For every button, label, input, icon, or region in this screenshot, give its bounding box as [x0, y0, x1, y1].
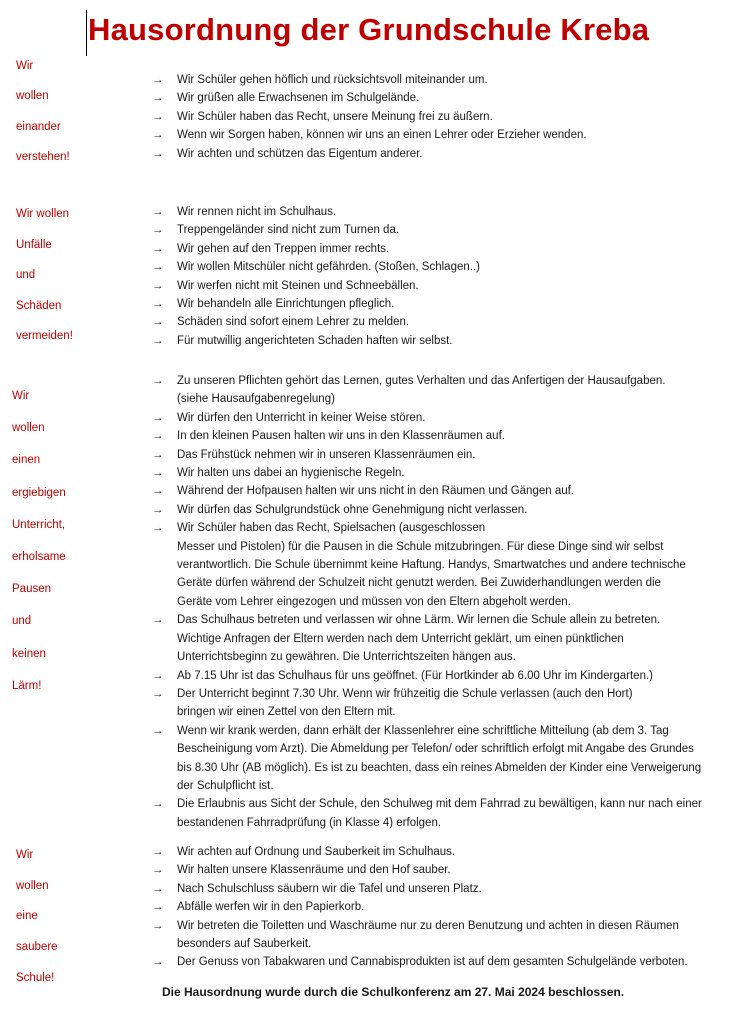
rule-text: Wichtige Anfragen der Eltern werden nach dem Unterricht geklärt, um einen pünktlichen [177, 632, 624, 645]
section-heading-word: Unfälle [16, 238, 52, 251]
arrow-right-icon: → [152, 485, 164, 498]
page-title: Hausordnung der Grundschule Kreba [88, 12, 650, 47]
rule-text: Geräte vom Lehrer eingezogen und müssen von den Eltern abgeholt werden. [177, 595, 571, 608]
arrow-right-icon: → [152, 74, 164, 86]
arrow-right-icon: → [152, 448, 164, 461]
rule-text: Der Genuss von Tabakwaren und Cannabisprodukten ist auf dem gesamten Schulgelände verboten. [177, 956, 688, 969]
rule-text: Wir Schüler gehen höflich und rücksichtsvoll miteinander um. [177, 74, 488, 86]
section-heading-word: Unterricht, [12, 518, 66, 531]
rule-item [152, 464, 722, 482]
rule-text: der Schulpflicht ist. [177, 779, 274, 792]
rule-item [152, 501, 722, 519]
arrow-right-icon: → [152, 864, 164, 877]
arrow-right-icon: → [152, 614, 164, 627]
rule-text: Während der Hofpausen halten wir uns nicht in den Räumen und Gängen auf. [177, 485, 575, 498]
rule-text: Das Schulhaus betreten und verlassen wir ohne Lärm. Wir lernen die Schule allein zu betreten. [177, 614, 661, 627]
rule-item [152, 667, 722, 685]
arrow-right-icon: → [152, 261, 164, 274]
rule-list [152, 71, 722, 163]
section-heading-word: saubere [16, 941, 58, 954]
arrow-right-icon: → [152, 503, 164, 516]
rule-item [152, 519, 722, 611]
rule-text: Wir dürfen den Unterricht in keiner Weise stören. [177, 411, 426, 424]
rule-item [152, 898, 722, 916]
rule-text: bis 8.30 Uhr (AB möglich). Es ist zu beachten, dass ein reines Abmelden der Kinder eine Verweigerung [177, 761, 702, 774]
rule-text: Wir betreten die Toiletten und Waschräume nur zu deren Benutzung und achten in diesen Räumen [177, 919, 679, 932]
rule-item [152, 145, 722, 163]
arrow-right-icon: → [152, 522, 164, 535]
arrow-right-icon: → [152, 129, 164, 142]
rule-text: Das Frühstück nehmen wir in unseren Klassenräumen ein. [177, 448, 476, 461]
rule-text: verantwortlich. Die Schule übernimmt keine Haftung. Handys, Smartwatches und andere technische [177, 559, 686, 572]
rule-text: Bescheinigung vom Arzt). Die Abmeldung per Telefon/ oder schriftlich erfolgt mit Angabe des Grundes [177, 743, 694, 756]
rule-item [152, 89, 722, 107]
arrow-right-icon: → [152, 411, 164, 424]
rule-list [152, 203, 722, 350]
rule-item [152, 722, 722, 796]
arrow-right-icon: → [152, 242, 164, 255]
section-heading-word: einen [12, 454, 41, 467]
arrow-right-icon: → [152, 147, 164, 160]
section-heading-word: einander [16, 120, 61, 133]
rule-text: In den kleinen Pausen halten wir uns in den Klassenräumen auf. [177, 430, 505, 443]
section-heading-word: verstehen! [16, 150, 70, 163]
arrow-right-icon: → [152, 298, 164, 311]
section-heading-word: und [12, 615, 32, 628]
rule-item [152, 108, 722, 126]
rule-text: Wir achten auf Ordnung und Sauberkeit im Schulhaus. [177, 846, 456, 858]
arrow-right-icon: → [152, 687, 164, 700]
arrow-right-icon: → [152, 375, 164, 387]
rule-item [152, 446, 722, 464]
arrow-right-icon: → [152, 467, 164, 480]
section-heading-word: Lärm! [12, 679, 42, 692]
rule-text: Zu unseren Pflichten gehört das Lernen, gutes Verhalten und das Anfertigen der Hausaufgaben. [177, 375, 666, 387]
arrow-right-icon: → [152, 882, 164, 895]
rule-text: Wir werfen nicht mit Steinen und Schneebällen. [177, 279, 419, 292]
rule-text: Wir behandeln alle Einrichtungen pfleglich. [177, 298, 395, 311]
rule-item [152, 258, 722, 276]
rule-item [152, 295, 722, 313]
rule-item [152, 917, 722, 954]
rule-text: Unterrichtsbeginn zu gewähren. Die Unterrichtszeiten hängen aus. [177, 651, 516, 664]
rule-text: Treppengeländer sind nicht zum Turnen da. [177, 224, 400, 237]
arrow-right-icon: → [152, 901, 164, 914]
arrow-right-icon: → [152, 846, 164, 858]
section-heading-word: wollen [12, 422, 45, 435]
rule-item [152, 221, 722, 239]
arrow-right-icon: → [152, 669, 164, 682]
section-heading-word: und [16, 269, 36, 281]
arrow-right-icon: → [152, 956, 164, 969]
rule-text: Wir Schüler haben das Recht, Spielsachen (ausgeschlossen [177, 522, 486, 535]
arrow-right-icon: → [152, 316, 164, 329]
rule-item [152, 795, 722, 832]
arrow-right-icon: → [152, 724, 164, 737]
section-heading-word: wollen [16, 879, 49, 892]
rule-text: Wir gehen auf den Treppen immer rechts. [177, 242, 390, 255]
rule-list [152, 372, 722, 832]
rule-text: Ab 7.15 Uhr ist das Schulhaus für uns geöffnet. (Für Hortkinder ab 6.00 Uhr im Kindergarten.) [177, 669, 654, 682]
rule-item [152, 372, 722, 409]
rule-item [152, 71, 722, 89]
section-heading-word: eine [16, 910, 38, 923]
rule-text: Wir wollen Mitschüler nicht gefährden. (Stoßen, Schlagen..) [177, 261, 480, 274]
rule-text: besonders auf Sauberkeit. [177, 938, 312, 951]
rule-text: Messer und Pistolen) für die Pausen in die Schule mitzubringen. Für diese Dinge sind wir selbst [177, 540, 664, 553]
section-heading-word: Wir [16, 849, 34, 861]
rule-text: Wir Schüler haben das Recht, unsere Meinung frei zu äußern. [177, 110, 493, 123]
section-heading-word: erholsame [12, 551, 66, 563]
rule-text: Die Erlaubnis aus Sicht der Schule, den Schulweg mit dem Fahrrad zu bewältigen, kann nur nach einer [177, 798, 702, 811]
rule-item [152, 313, 722, 331]
arrow-right-icon: → [152, 279, 164, 292]
rule-text: Geräte dürfen während der Schulzeit nicht genutzt werden. Bei Zuwiderhandlungen werden die [177, 577, 661, 590]
rule-text: Wir rennen nicht im Schulhaus. [177, 206, 337, 218]
arrow-right-icon: → [152, 430, 164, 443]
rule-text: (siehe Hausaufgabenregelung) [177, 393, 335, 406]
arrow-right-icon: → [152, 919, 164, 932]
arrow-right-icon: → [152, 206, 164, 218]
section-heading-word: Wir wollen [16, 208, 70, 220]
rule-text: bestandenen Fahrradprüfung (in Klasse 4) erfolgen. [177, 816, 442, 829]
rule-text: Wir halten unsere Klassenräume und den Hof sauber. [177, 864, 451, 877]
arrow-right-icon: → [152, 798, 164, 811]
rule-item [152, 126, 722, 144]
rule-text: Wir halten uns dabei an hygienische Regeln. [177, 467, 405, 480]
section-heading-word: Wir [16, 60, 34, 72]
rule-text: Wir dürfen das Schulgrundstück ohne Genehmigung nicht verlassen. [177, 503, 528, 516]
footer-note: Die Hausordnung wurde durch die Schulkonferenz am 27. Mai 2024 beschlossen. [162, 985, 625, 999]
arrow-right-icon: → [152, 334, 164, 347]
rule-item [152, 240, 722, 258]
section-heading-word: ergiebigen [12, 486, 66, 499]
arrow-right-icon: → [152, 110, 164, 123]
rule-item [152, 843, 722, 861]
rule-item [152, 482, 722, 500]
rule-item [152, 277, 722, 295]
rule-text: bringen wir einen Zettel von den Eltern mit. [177, 706, 396, 719]
rule-text: Der Unterricht beginnt 7.30 Uhr. Wenn wir frühzeitig die Schule verlassen (auch den Hort) [177, 687, 633, 700]
section-heading-word: Schäden [16, 299, 62, 312]
rule-text: Wir grüßen alle Erwachsenen im Schulgelände. [177, 92, 420, 105]
rule-item [152, 203, 722, 221]
arrow-right-icon: → [152, 92, 164, 105]
arrow-right-icon: → [152, 224, 164, 237]
text-cursor [86, 10, 87, 56]
rule-text: Wenn wir krank werden, dann erhält der Klassenlehrer eine schriftliche Mitteilung (ab dem 3. Tag [177, 724, 669, 737]
section-heading-word: vermeiden! [16, 330, 73, 342]
rule-item [152, 332, 722, 350]
rule-text: Abfälle werfen wir in den Papierkorb. [177, 901, 365, 914]
rule-list [152, 843, 722, 972]
section-heading-word: Pausen [12, 583, 52, 596]
rule-item [152, 611, 722, 666]
rule-text: Für mutwillig angerichteten Schaden haften wir selbst. [177, 334, 453, 347]
rule-text: Wenn wir Sorgen haben, können wir uns an einen Lehrer oder Erzieher wenden. [177, 129, 587, 142]
section-heading-word: Wir [12, 390, 30, 402]
rule-item [152, 409, 722, 427]
section-heading-word: Schule! [16, 971, 55, 984]
rule-item [152, 861, 722, 879]
section-heading-word: wollen [16, 90, 49, 103]
rule-item [152, 880, 722, 898]
rule-item [152, 685, 722, 722]
rule-text: Schäden sind sofort einem Lehrer zu melden. [177, 316, 410, 329]
rule-item [152, 427, 722, 445]
section-heading-word: keinen [12, 647, 46, 660]
rule-text: Nach Schulschluss säubern wir die Tafel und unseren Platz. [177, 882, 482, 895]
rule-item [152, 953, 722, 971]
rule-text: Wir achten und schützen das Eigentum anderer. [177, 147, 423, 160]
